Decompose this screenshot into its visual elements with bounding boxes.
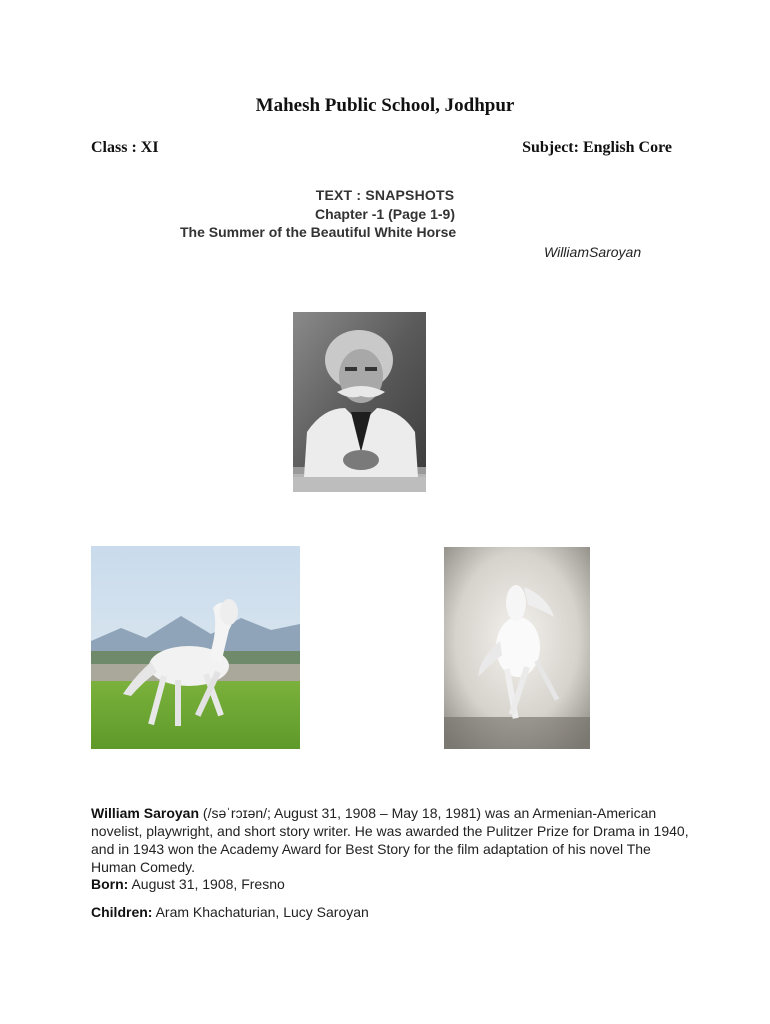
born-label: Born: xyxy=(91,876,129,892)
born-value: August 31, 1908, Fresno xyxy=(128,876,285,892)
author-bio xyxy=(91,804,691,876)
story-title: The Summer of the Beautiful White Horse xyxy=(180,224,457,240)
class-label: Class : XI xyxy=(91,139,159,156)
children-label: Children: xyxy=(91,904,153,920)
bio-name: William Saroyan xyxy=(91,805,200,821)
horse-field-image xyxy=(91,546,300,749)
children-line xyxy=(91,904,369,920)
author-name: WilliamSaroyan xyxy=(544,244,642,260)
author-portrait-image xyxy=(293,312,426,492)
text-title: TEXT : SNAPSHOTS xyxy=(315,187,455,203)
children-value: Aram Khachaturian, Lucy Saroyan xyxy=(152,904,369,920)
born-line xyxy=(91,876,285,892)
subject-label: Subject: English Core xyxy=(522,139,672,156)
bio-text: (/səˈrɔɪən/; August 31, 1908 – May 18, 1981) was an Armenian-American novelist, playwright, and short story writer. He was awarded the Pulitzer Prize for Drama in 1940, and in 1943 won the Academy Award for Best Story for the film adaptation of his novel The Human Comedy. xyxy=(91,805,689,875)
horse-mist-image xyxy=(444,547,590,749)
school-name: Mahesh Public School, Jodhpur xyxy=(255,95,515,116)
chapter-title: Chapter -1 (Page 1-9) xyxy=(314,206,456,222)
